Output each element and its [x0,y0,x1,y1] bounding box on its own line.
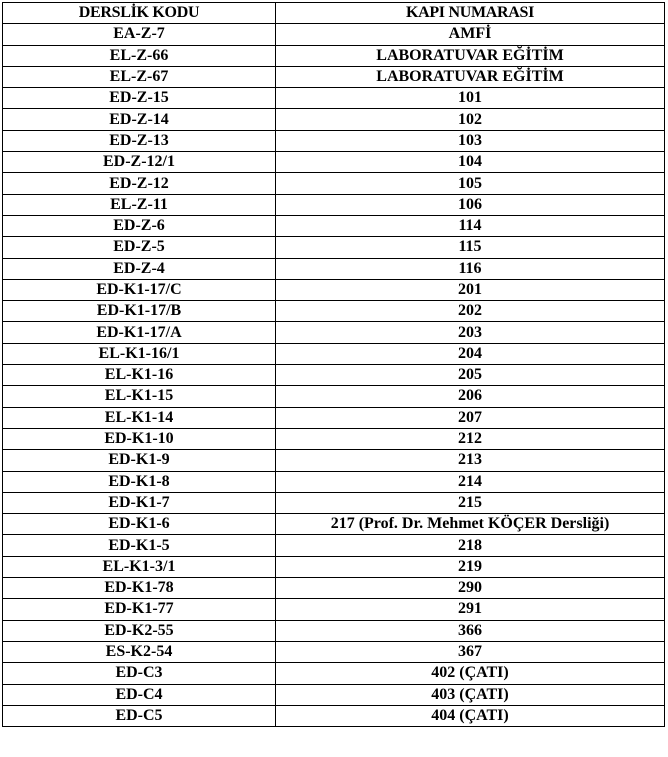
table-row [3,684,665,705]
cell-classroom-code: EL-K1-14 [3,407,276,428]
cell-classroom-code: EA-Z-7 [3,24,276,45]
cell-door-number: 404 (ÇATI) [276,705,665,726]
cell-classroom-code: ED-K1-17/A [3,322,276,343]
cell-door-number: 367 [276,641,665,662]
table-row [3,130,665,151]
cell-door-number: 203 [276,322,665,343]
table-row [3,599,665,620]
cell-classroom-code: ED-Z-5 [3,237,276,258]
table-row [3,66,665,87]
table-row [3,556,665,577]
table-row [3,428,665,449]
cell-classroom-code: ED-Z-12/1 [3,152,276,173]
table-row [3,343,665,364]
header-door-number: KAPI NUMARASI [276,3,665,24]
cell-door-number: 212 [276,428,665,449]
table-row [3,365,665,386]
classroom-door-table [2,2,665,727]
cell-door-number: 116 [276,258,665,279]
cell-door-number: 215 [276,492,665,513]
cell-door-number: 366 [276,620,665,641]
table-body [3,24,665,727]
table-row [3,471,665,492]
cell-door-number: 290 [276,578,665,599]
cell-door-number: 204 [276,343,665,364]
table-row [3,407,665,428]
table-row [3,663,665,684]
cell-door-number: 103 [276,130,665,151]
cell-classroom-code: ED-K1-6 [3,514,276,535]
cell-classroom-code: ED-K1-78 [3,578,276,599]
table-row [3,173,665,194]
table-row [3,152,665,173]
table-row [3,45,665,66]
cell-classroom-code: ED-K1-9 [3,450,276,471]
cell-door-number: 213 [276,450,665,471]
cell-classroom-code: ED-C4 [3,684,276,705]
cell-classroom-code: EL-K1-16/1 [3,343,276,364]
cell-door-number: 105 [276,173,665,194]
table-row [3,492,665,513]
cell-classroom-code: ED-Z-13 [3,130,276,151]
table-row [3,450,665,471]
table-row [3,215,665,236]
table-row [3,237,665,258]
table-row [3,322,665,343]
table-row [3,620,665,641]
cell-door-number: AMFİ [276,24,665,45]
cell-classroom-code: ES-K2-54 [3,641,276,662]
cell-classroom-code: EL-K1-3/1 [3,556,276,577]
cell-door-number: 207 [276,407,665,428]
table-row [3,641,665,662]
cell-door-number: 114 [276,215,665,236]
cell-door-number: 291 [276,599,665,620]
cell-door-number: 402 (ÇATI) [276,663,665,684]
table-row [3,88,665,109]
cell-classroom-code: EL-K1-16 [3,365,276,386]
cell-door-number: 104 [276,152,665,173]
cell-classroom-code: ED-K1-17/C [3,279,276,300]
cell-door-number: 206 [276,386,665,407]
table-row [3,279,665,300]
table-row [3,705,665,726]
cell-door-number: 201 [276,279,665,300]
cell-classroom-code: ED-Z-4 [3,258,276,279]
cell-classroom-code: ED-Z-6 [3,215,276,236]
cell-door-number: 214 [276,471,665,492]
cell-door-number: 403 (ÇATI) [276,684,665,705]
cell-door-number: 202 [276,301,665,322]
cell-door-number: 102 [276,109,665,130]
cell-classroom-code: ED-K1-7 [3,492,276,513]
table-row [3,258,665,279]
table-row [3,386,665,407]
cell-classroom-code: ED-K1-8 [3,471,276,492]
table-row [3,109,665,130]
cell-door-number: 106 [276,194,665,215]
cell-classroom-code: EL-K1-15 [3,386,276,407]
cell-classroom-code: ED-K2-55 [3,620,276,641]
cell-classroom-code: ED-K1-77 [3,599,276,620]
cell-classroom-code: ED-Z-12 [3,173,276,194]
cell-door-number: LABORATUVAR EĞİTİM [276,45,665,66]
cell-classroom-code: ED-K1-10 [3,428,276,449]
cell-door-number: LABORATUVAR EĞİTİM [276,66,665,87]
cell-classroom-code: ED-K1-5 [3,535,276,556]
cell-classroom-code: ED-C5 [3,705,276,726]
cell-door-number: 101 [276,88,665,109]
table-header-row [3,3,665,24]
classroom-table-container [2,2,664,727]
cell-classroom-code: EL-Z-11 [3,194,276,215]
cell-door-number: 218 [276,535,665,556]
cell-door-number: 219 [276,556,665,577]
table-row [3,578,665,599]
table-row [3,535,665,556]
cell-classroom-code: ED-C3 [3,663,276,684]
table-row [3,24,665,45]
cell-classroom-code: ED-Z-14 [3,109,276,130]
table-row [3,194,665,215]
table-row [3,301,665,322]
cell-classroom-code: ED-Z-15 [3,88,276,109]
cell-door-number: 205 [276,365,665,386]
cell-classroom-code: EL-Z-67 [3,66,276,87]
cell-door-number: 115 [276,237,665,258]
header-classroom-code: DERSLİK KODU [3,3,276,24]
cell-classroom-code: ED-K1-17/B [3,301,276,322]
table-row [3,514,665,535]
cell-door-number: 217 (Prof. Dr. Mehmet KÖÇER Dersliği) [276,514,665,535]
cell-classroom-code: EL-Z-66 [3,45,276,66]
